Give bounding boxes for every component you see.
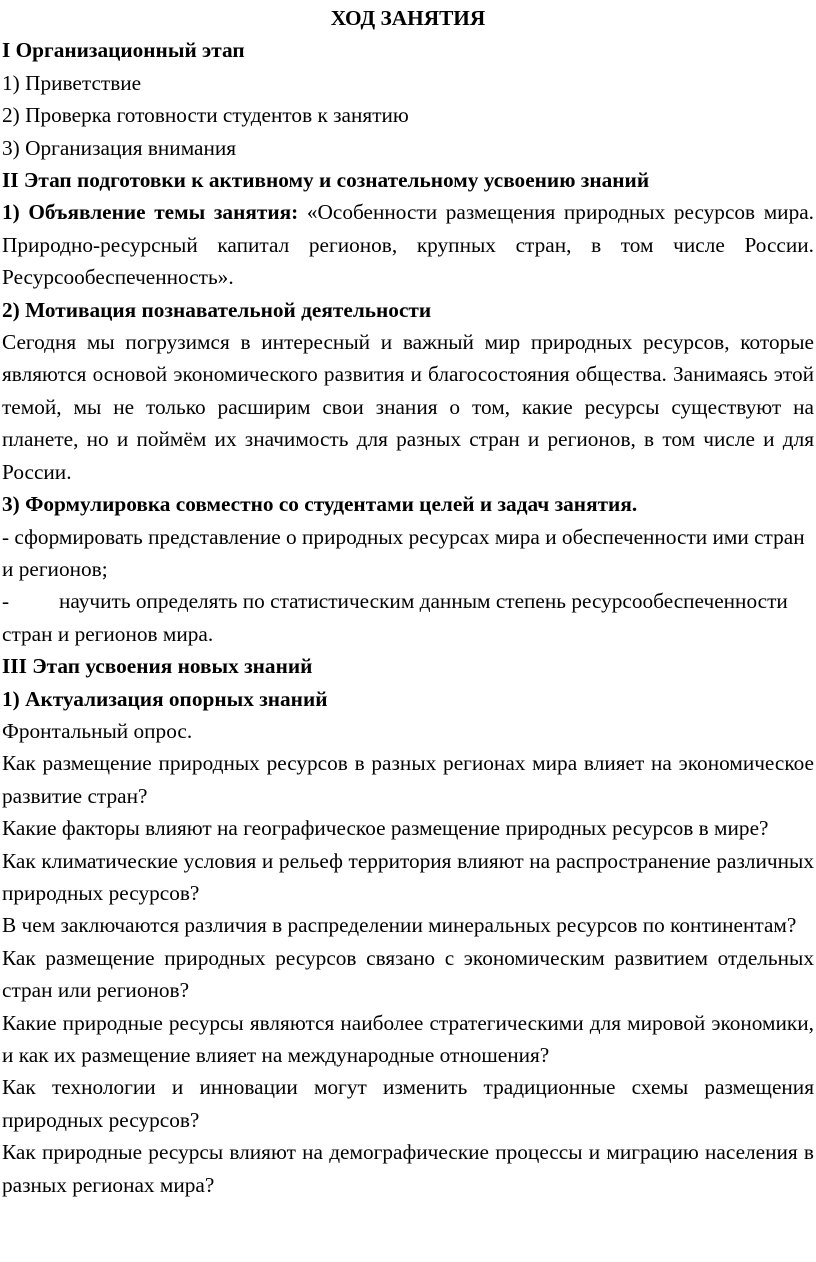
stage3-heading: III Этап усвоения новых знаний <box>2 654 313 679</box>
stage1-item-greeting: 1) Приветствие <box>2 70 142 95</box>
motivation-heading: 2) Мотивация познавательной деятельности <box>2 297 432 322</box>
goals-heading: 3) Формулировка совместно со студентами целей и задач занятия. <box>2 492 638 517</box>
question-7: Как технологии и инновации могут изменить традиционные схемы размещения природных ресурсов? <box>2 1075 814 1132</box>
question-3: Как климатические условия и рельеф территория влияют на распространение различных природных ресурсов? <box>2 848 814 905</box>
topic-text: «Особенности размещения природных ресурсов мира. Природно-ресурсный капитал регионов, крупных стран, в том числе России. Ресурсообеспеченность». <box>2 200 815 290</box>
stage1-heading: I Организационный этап <box>2 38 245 63</box>
goal-item-2-text: научить определять по статистическим данным степень ресурсообеспеченности стран и регионов мира. <box>2 589 788 646</box>
frontal-survey-label: Фронтальный опрос. <box>2 718 193 743</box>
question-1: Как размещение природных ресурсов в разных регионах мира влияет на экономическое развитие стран? <box>2 751 814 808</box>
goal-item-2-dash: - <box>2 589 10 614</box>
motivation-paragraph: Сегодня мы погрузимся в интересный и важный мир природных ресурсов, которые являются основой экономического развития и благосостояния общества. Занимаясь этой темой, мы не только расширим свои знания о том, какие ресурсы существуют на планете, но и поймём их значимость для разных стран и регионов, в том числе и для России. <box>2 330 814 484</box>
document-title: ХОД ЗАНЯТИЯ <box>330 6 486 30</box>
actualization-heading: 1) Актуализация опорных знаний <box>2 686 328 711</box>
question-6: Какие природные ресурсы являются наиболее стратегическими для мировой экономики, и как их размещение влияет на международные отношения? <box>2 1010 814 1067</box>
question-8: Как природные ресурсы влияют на демографические процессы и миграцию населения в разных регионах мира? <box>2 1140 814 1197</box>
stage1-item-attention: 3) Организация внимания <box>2 135 237 160</box>
stage2-heading: II Этап подготовки к активному и сознательному усвоению знаний <box>2 168 650 193</box>
question-5: Как размещение природных ресурсов связано с экономическим развитием отдельных стран или регионов? <box>2 945 814 1003</box>
stage1-item-readiness: 2) Проверка готовности студентов к занятию <box>2 103 409 128</box>
question-4: В чем заключаются различия в распределении минеральных ресурсов по континентам? <box>2 913 797 938</box>
question-2: Какие факторы влияют на географическое размещение природных ресурсов в мире? <box>2 816 769 841</box>
goal-item-1: - сформировать представление о природных ресурсах мира и обеспеченности ими стран и регионов; <box>2 524 805 581</box>
topic-label: 1) Объявление темы занятия: <box>2 200 299 225</box>
topic-paragraph <box>2 196 814 293</box>
goal-item-2 <box>2 585 814 650</box>
